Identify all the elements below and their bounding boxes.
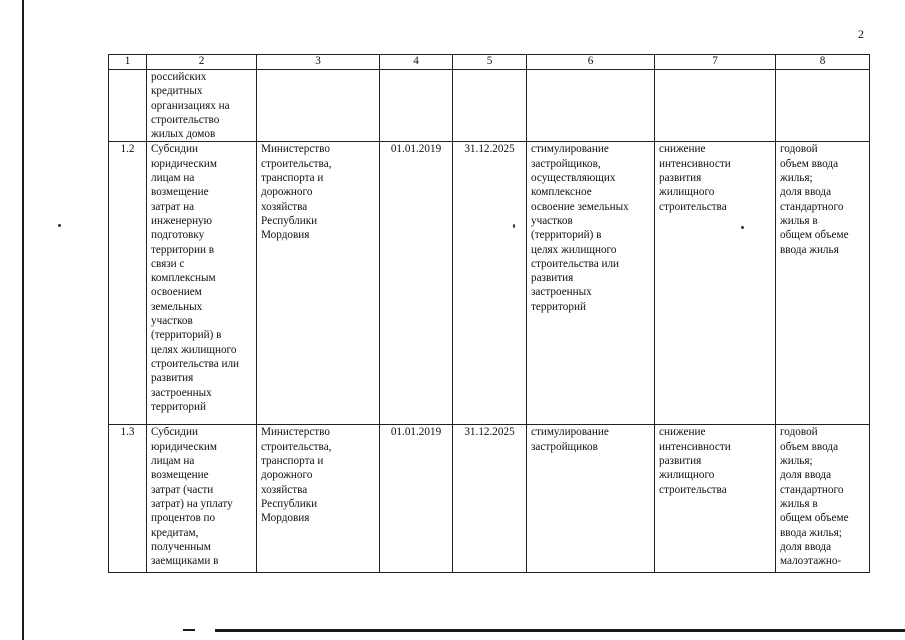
expected-result: стимулирование застройщиков bbox=[527, 425, 655, 573]
row-number bbox=[109, 70, 147, 142]
measures-table bbox=[108, 54, 870, 573]
end-date bbox=[453, 70, 527, 142]
indicator: годовой объем ввода жилья; доля ввода стандартного жилья в общем объеме ввода жилья bbox=[776, 142, 870, 425]
scan-speck bbox=[58, 224, 61, 227]
start-date: 01.01.2019 bbox=[380, 425, 453, 573]
risk: снижение интенсивности развития жилищного строительства bbox=[655, 142, 776, 425]
table-row bbox=[109, 425, 870, 573]
indicator bbox=[776, 70, 870, 142]
start-date: 01.01.2019 bbox=[380, 142, 453, 425]
executor bbox=[257, 70, 380, 142]
scan-mark bbox=[183, 629, 195, 631]
column-header: 2 bbox=[147, 55, 257, 70]
table-row bbox=[109, 142, 870, 425]
executor: Министерство строительства, транспорта и дорожного хозяйства Республики Мордовия bbox=[257, 425, 380, 573]
column-header: 5 bbox=[453, 55, 527, 70]
risk: снижение интенсивности развития жилищного строительства bbox=[655, 425, 776, 573]
row-number: 1.2 bbox=[109, 142, 147, 425]
expected-result bbox=[527, 70, 655, 142]
row-number: 1.3 bbox=[109, 425, 147, 573]
table-row bbox=[109, 70, 870, 142]
expected-result: стимулирование застройщиков, осуществляющих комплексное освоение земельных участков (территорий) в целях жилищного строительства или развития застроенных территорий bbox=[527, 142, 655, 425]
column-header: 3 bbox=[257, 55, 380, 70]
executor: Министерство строительства, транспорта и дорожного хозяйства Республики Мордовия bbox=[257, 142, 380, 425]
start-date bbox=[380, 70, 453, 142]
column-header: 6 bbox=[527, 55, 655, 70]
column-header: 7 bbox=[655, 55, 776, 70]
measure-name: Субсидии юридическим лицам на возмещение затрат (части затрат) на уплату процентов по кредитам, полученным заемщиками в bbox=[147, 425, 257, 573]
page-left-edge bbox=[22, 0, 24, 640]
header-row bbox=[109, 55, 870, 70]
end-date: 31.12.2025 bbox=[453, 425, 527, 573]
column-header: 4 bbox=[380, 55, 453, 70]
measure-name: Субсидии юридическим лицам на возмещение затрат на инженерную подготовку территории в связи с комплексным освоением земельных участков (территорий) в целях жилищного строительства или развития застроенных территорий bbox=[147, 142, 257, 425]
column-header: 8 bbox=[776, 55, 870, 70]
end-date: 31.12.2025 bbox=[453, 142, 527, 425]
column-header: 1 bbox=[109, 55, 147, 70]
page-bottom-edge bbox=[215, 629, 905, 632]
indicator: годовой объем ввода жилья; доля ввода стандартного жилья в общем объеме ввода жилья; доля ввода малоэтажно- bbox=[776, 425, 870, 573]
measure-name: российских кредитных организациях на строительство жилых домов bbox=[147, 70, 257, 142]
risk bbox=[655, 70, 776, 142]
page-number: 2 bbox=[858, 27, 864, 41]
